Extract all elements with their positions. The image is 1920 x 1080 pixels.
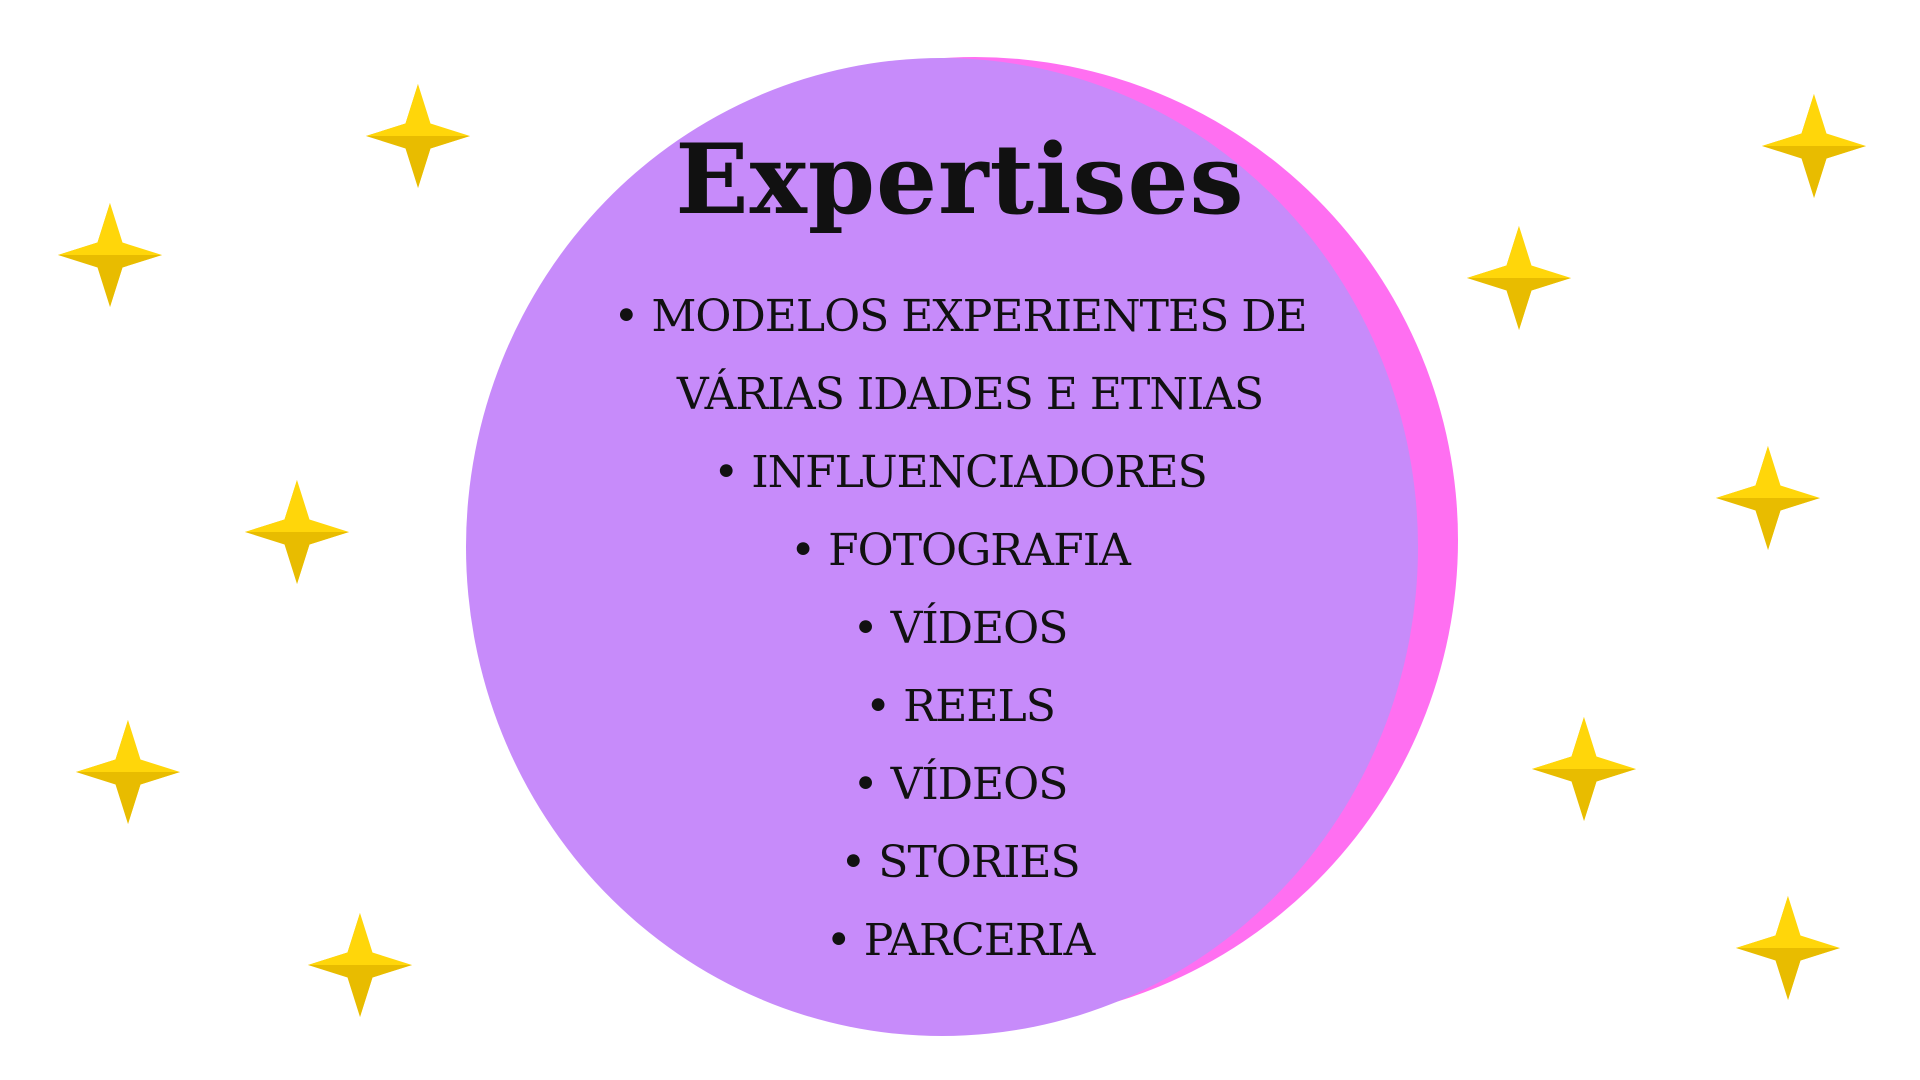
slide-title: Expertises: [675, 123, 1245, 236]
star-icon: [76, 720, 180, 824]
bullet: •: [825, 915, 851, 966]
star-icon: [1762, 94, 1866, 198]
bullet: •: [713, 447, 739, 498]
list-item-text: INFLUENCIADORES: [751, 447, 1207, 498]
list-item-text: PARCERIA: [863, 915, 1095, 966]
bullet: •: [790, 525, 816, 576]
list-item-text: FOTOGRAFIA: [828, 525, 1130, 576]
list-item: [520, 590, 1400, 668]
bullet: •: [613, 291, 639, 342]
list-item: [520, 512, 1400, 590]
list-item: [520, 746, 1400, 824]
star-icon: [366, 84, 470, 188]
star-icon: [1736, 896, 1840, 1000]
star-icon: [308, 913, 412, 1017]
list-item-text: VÍDEOS: [890, 759, 1068, 810]
star-icon: [245, 480, 349, 584]
expertise-list: [520, 278, 1400, 980]
list-item-text: MODELOS EXPERIENTES DE: [651, 291, 1307, 342]
list-item: [520, 434, 1400, 512]
bullet: •: [840, 837, 866, 888]
star-icon: [1467, 226, 1571, 330]
star-icon: [1716, 446, 1820, 550]
bullet: •: [852, 759, 878, 810]
list-item-text: VÍDEOS: [890, 603, 1068, 654]
list-item: [520, 668, 1400, 746]
list-item: [520, 278, 1400, 434]
bullet: •: [852, 603, 878, 654]
bullet: •: [865, 681, 891, 732]
list-item: [520, 902, 1400, 980]
star-icon: [1532, 717, 1636, 821]
list-item: [520, 824, 1400, 902]
list-item-text-line2: VÁRIAS IDADES E ETNIAS: [676, 369, 1264, 420]
star-icon: [58, 203, 162, 307]
list-item-text: STORIES: [878, 837, 1080, 888]
list-item-text: REELS: [903, 681, 1055, 732]
